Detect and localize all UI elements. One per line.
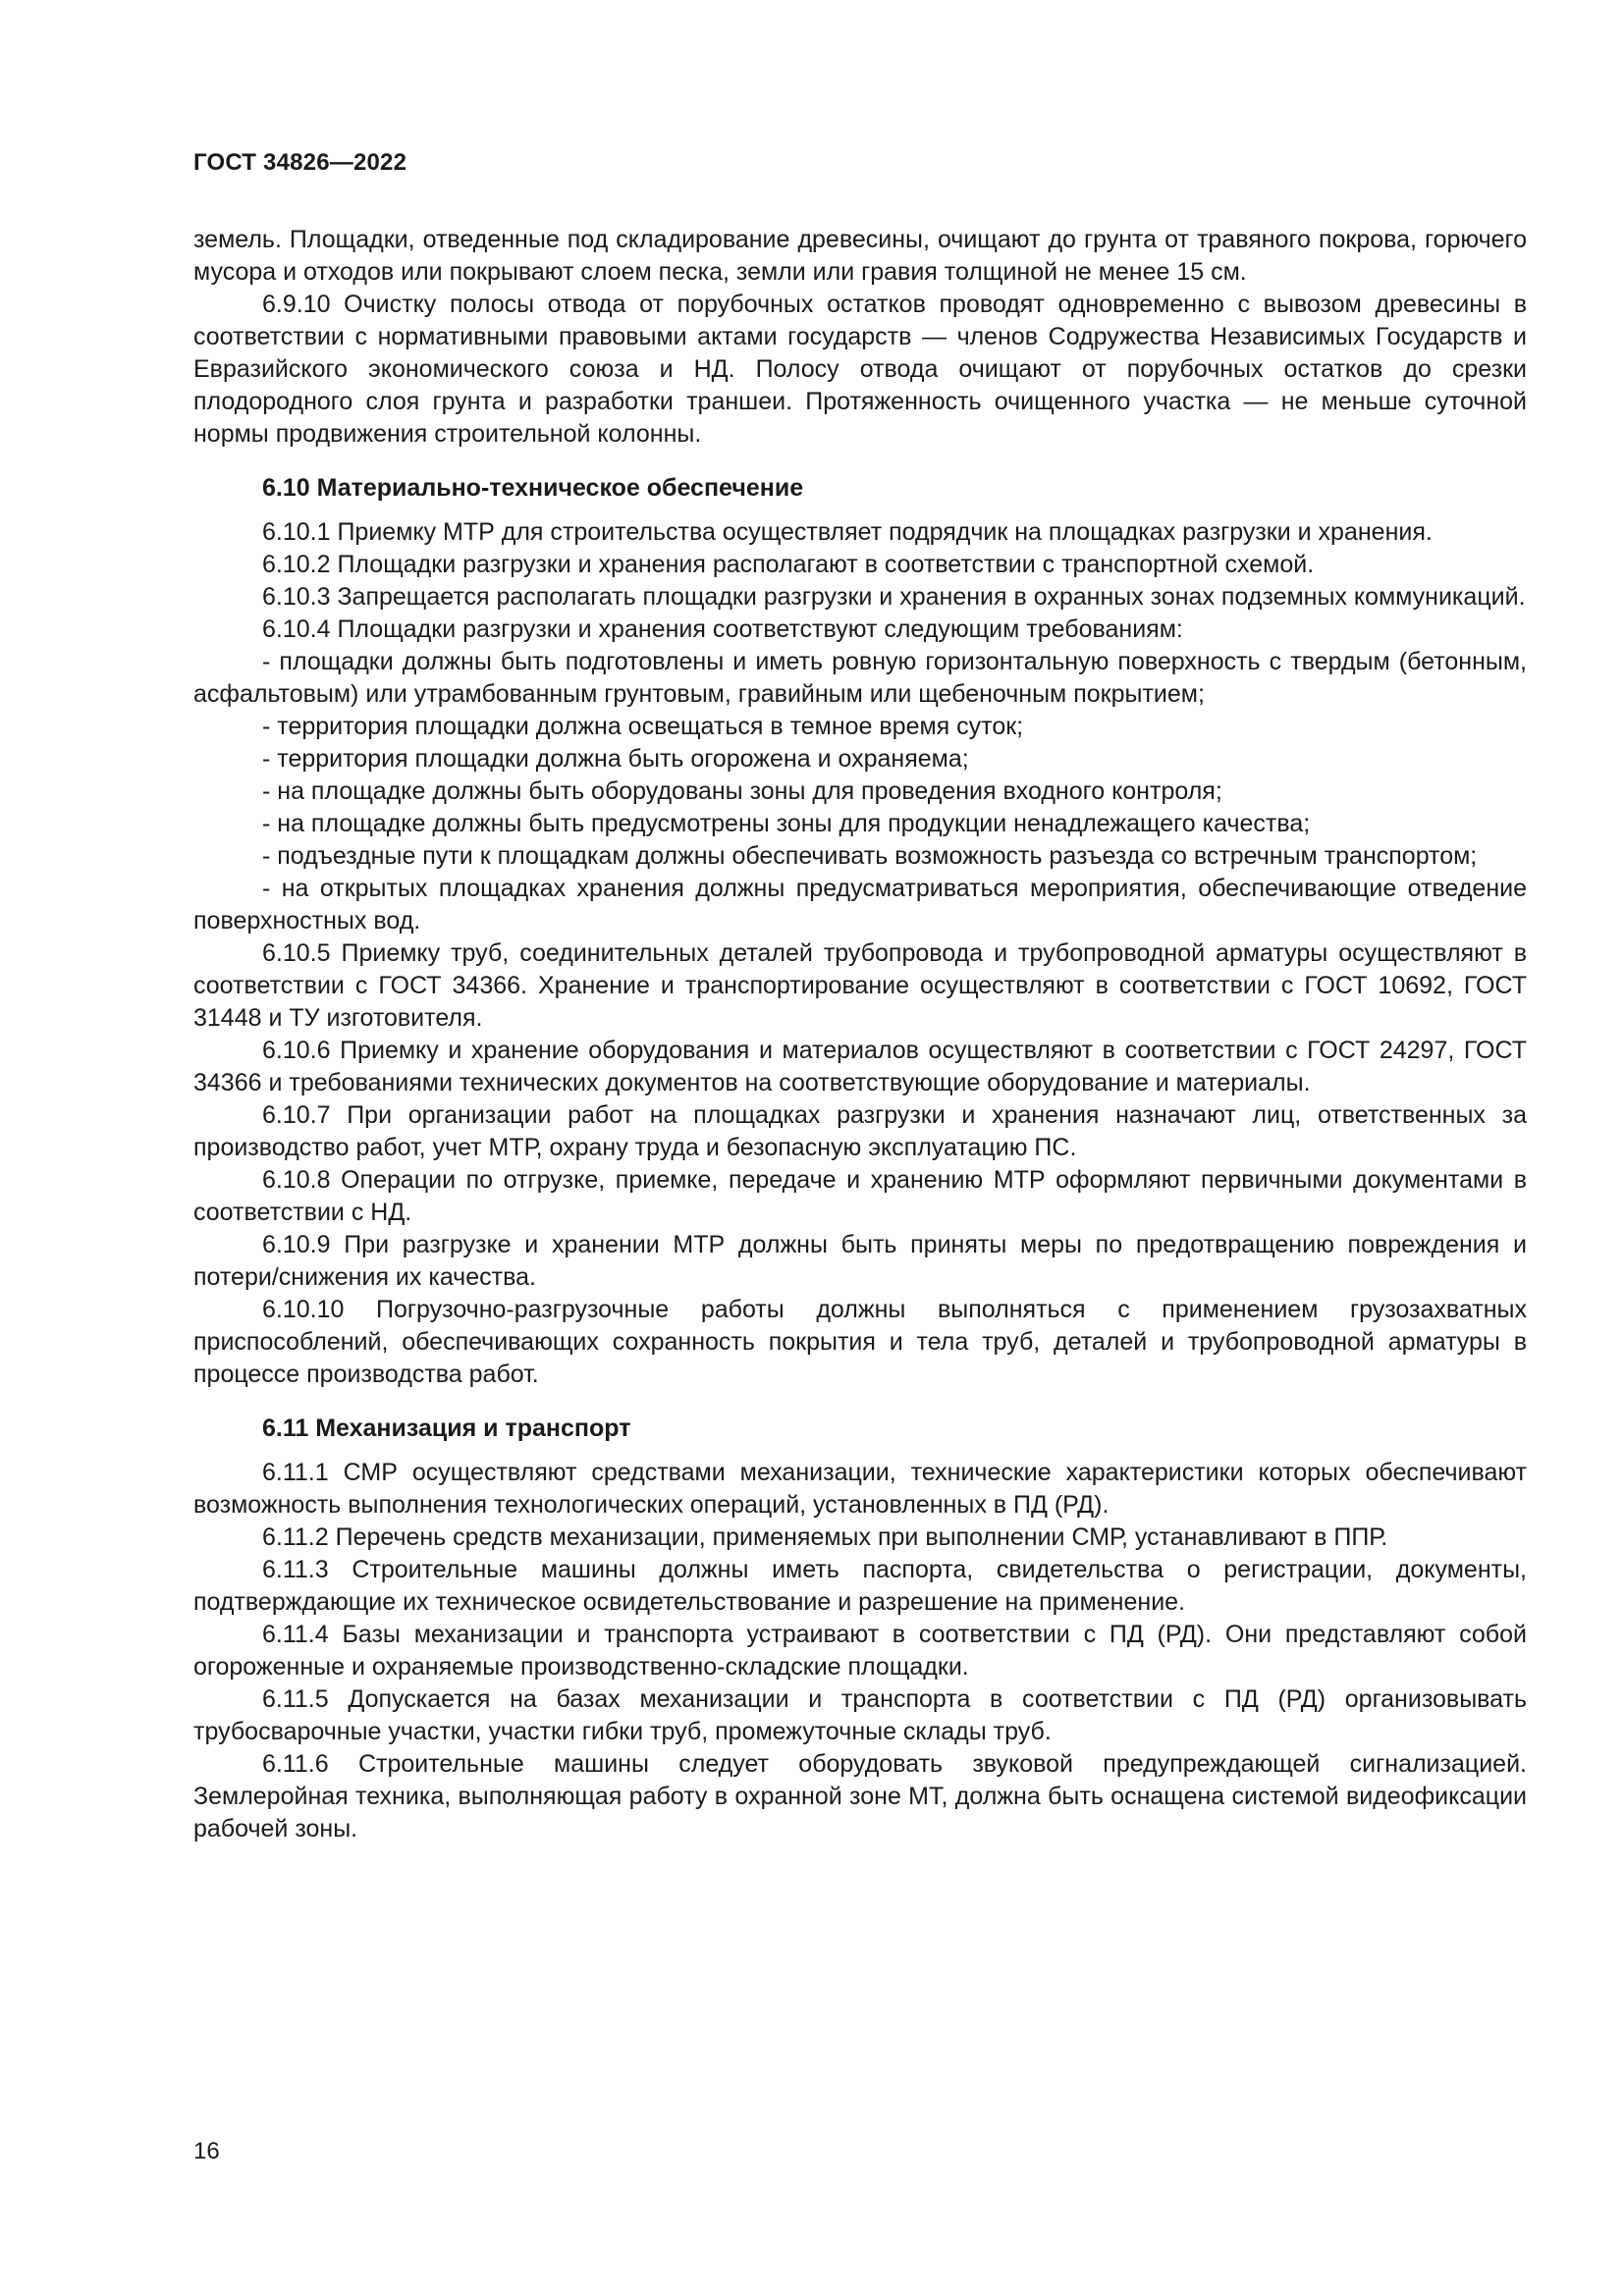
paragraph-6-11-1: 6.11.1 СМР осуществляют средствами механизации, технические характеристики которых обеспечивают возможность выполнения технологических операций, установленных в ПД (РД). (193, 1459, 1527, 1519)
paragraph-6-10-2: 6.10.2 Площадки разгрузки и хранения располагают в соответствии с транспортной схемой. (262, 551, 1315, 578)
paragraph-6-11-2: 6.11.2 Перечень средств механизации, применяемых при выполнении СМР, устанавливают в ППР. (262, 1523, 1388, 1551)
list-item: - территория площадки должна освещаться в темное время суток; (262, 713, 1024, 740)
document-body (193, 224, 1527, 1845)
paragraph-6-10-4: 6.10.4 Площадки разгрузки и хранения соответствуют следующим требованиям: (262, 615, 1183, 643)
paragraph-6-10-3: 6.10.3 Запрещается располагать площадки разгрузки и хранения в охранных зонах подземных коммуникаций. (262, 583, 1526, 611)
page-number: 16 (193, 2138, 220, 2164)
paragraph-6-10-8: 6.10.8 Операции по отгрузке, приемке, передаче и хранению МТР оформляют первичными документами в соответствии с НД. (193, 1166, 1527, 1226)
paragraph-6-10-9: 6.10.9 При разгрузке и хранении МТР должны быть приняты меры по предотвращению повреждения и потери/снижения их качества. (193, 1231, 1527, 1291)
list-item: - на площадке должны быть предусмотрены зоны для продукции ненадлежащего качества; (262, 810, 1311, 837)
list-item: - площадки должны быть подготовлены и иметь ровную горизонтальную поверхность с твердым (бетонным, асфальтовым) или утрамбованным грунтовым, гравийным или щебеночным покрытием; (193, 648, 1527, 708)
paragraph-6-11-5: 6.11.5 Допускается на базах механизации и транспорта в соответствии с ПД (РД) организовывать трубосварочные участки, участки гибки труб, промежуточные склады труб. (193, 1685, 1527, 1745)
list-item: - на площадке должны быть оборудованы зоны для проведения входного контроля; (262, 777, 1222, 805)
paragraph-6-10-7: 6.10.7 При организации работ на площадках разгрузки и хранения назначают лиц, ответственных за производство работ, учет МТР, охрану труда и безопасную эксплуатацию ПС. (193, 1101, 1527, 1161)
section-6-11 (193, 1413, 1527, 1845)
section-6-10 (193, 472, 1527, 1391)
list-item: - на открытых площадках хранения должны предусматриваться мероприятия, обеспечивающие отведение поверхностных вод. (193, 875, 1527, 934)
paragraph-6-10-6: 6.10.6 Приемку и хранение оборудования и материалов осуществляют в соответствии с ГОСТ 24297, ГОСТ 34366 и требованиями технических документов на соответствующие оборудование и материалы. (193, 1037, 1527, 1096)
paragraph-6-9-10: 6.9.10 Очистку полосы отвода от порубочных остатков проводят одновременно с вывозом древесины в соответствии с нормативными правовыми актами государств — членов Содружества Независимых Государств и Евразийского экономического союза и НД. Полосу отвода очищают от порубочных остатков до срезки плодородного слоя грунта и разработки траншеи. Протяженность очищенного участка — не меньше суточной нормы продвижения строительной колонны. (193, 291, 1527, 448)
paragraph-6-10-5: 6.10.5 Приемку труб, соединительных деталей трубопровода и трубопроводной арматуры осуществляют в соответствии с ГОСТ 34366. Хранение и транспортирование осуществляют в соответствии с ГОСТ 10692, ГОСТ 31448 и ТУ изготовителя. (193, 939, 1527, 1032)
section-heading-6-10: 6.10 Материально-техническое обеспечение (262, 474, 804, 502)
document-code-header: ГОСТ 34826—2022 (193, 149, 407, 176)
paragraph-6-10-1: 6.10.1 Приемку МТР для строительства осуществляет подрядчик на площадках разгрузки и хранения. (262, 518, 1433, 546)
paragraph-intro-continuation: земель. Площадки, отведенные под складирование древесины, очищают до грунта от травяного покрова, горючего мусора и отходов или покрывают слоем песка, земли или гравия толщиной не менее 15 см. (193, 226, 1527, 286)
paragraph-6-11-3: 6.11.3 Строительные машины должны иметь паспорта, свидетельства о регистрации, документы, подтверждающие их техническое освидетельствование и разрешение на применение. (193, 1556, 1527, 1616)
paragraph-6-10-10: 6.10.10 Погрузочно-разгрузочные работы должны выполняться с применением грузозахватных приспособлений, обеспечивающих сохранность покрытия и тела труб, деталей и трубопроводной арматуры в процессе производства работ. (193, 1296, 1527, 1388)
list-item: - подъездные пути к площадкам должны обеспечивать возможность разъезда со встречным транспортом; (262, 842, 1478, 870)
section-heading-6-11: 6.11 Механизация и транспорт (262, 1415, 631, 1442)
paragraph-6-11-6: 6.11.6 Строительные машины следует оборудовать звуковой предупреждающей сигнализацией. Землеройная техника, выполняющая работу в охранной зоне МТ, должна быть оснащена системой видеофиксации рабочей зоны. (193, 1750, 1527, 1842)
list-item: - территория площадки должна быть огорожена и охраняема; (262, 745, 969, 773)
paragraph-6-11-4: 6.11.4 Базы механизации и транспорта устраивают в соответствии с ПД (РД). Они представляют собой огороженные и охраняемые производственно-складские площадки. (193, 1621, 1527, 1681)
